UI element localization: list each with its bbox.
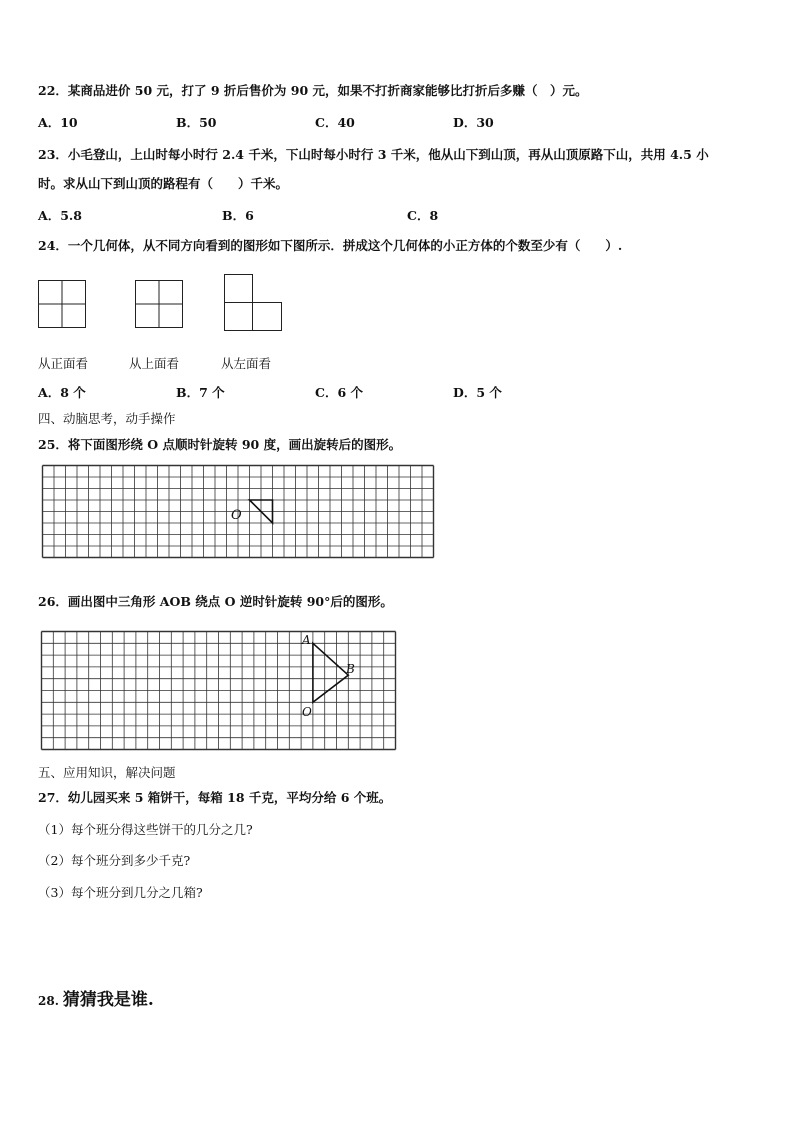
q22-option-a[interactable]: A．10	[38, 115, 78, 130]
q27-sub-2: （2）每个班分到多少千克?	[38, 853, 191, 868]
q23-option-c[interactable]: C．8	[407, 208, 439, 223]
left-view-figure	[224, 274, 286, 336]
q25-grid	[42, 465, 436, 583]
q23-text-line2: 时。求从山下到山顶的路程有（ ）千米。	[38, 176, 289, 191]
front-view-figure	[38, 280, 88, 330]
q27-sub-3: （3）每个班分到几分之几箱?	[38, 885, 203, 900]
q27-text: 27．幼儿园买来 5 箱饼干，每箱 18 千克，平均分给 6 个班。	[38, 790, 392, 805]
q26-grid	[41, 631, 405, 751]
q24-option-c[interactable]: C．6 个	[315, 385, 363, 400]
q26-triangle-aob	[313, 643, 348, 702]
q26-point-a-label: A	[302, 633, 311, 647]
q24-option-b[interactable]: B．7 个	[176, 385, 225, 400]
q26-text: 26．画出图中三角形 AOB 绕点 O 逆时针旋转 90°后的图形。	[38, 594, 393, 609]
q25-point-o-label: O	[231, 508, 242, 523]
q28-heading	[38, 985, 154, 1010]
q27-sub-1: （1）每个班分得这些饼干的几分之几?	[38, 822, 253, 837]
view-caption-top: 从上面看	[129, 356, 180, 371]
q22-text: 22．某商品进价 50 元，打了 9 折后售价为 90 元，如果不打折商家能够比打折后多赚（ ）元。	[38, 83, 588, 98]
q22-option-b[interactable]: B．50	[176, 115, 217, 130]
section-4-heading: 四、动脑思考，动手操作	[38, 411, 176, 426]
q23-option-a[interactable]: A．5.8	[38, 208, 82, 223]
q22-option-d[interactable]: D．30	[453, 115, 494, 130]
top-view-figure	[135, 280, 185, 330]
q23-option-b[interactable]: B．6	[222, 208, 254, 223]
section-5-heading: 五、应用知识，解决问题	[38, 765, 176, 780]
q24-text: 24．一个几何体，从不同方向看到的图形如下图所示．拼成这个几何体的小正方体的个数至少有（ ）.	[38, 238, 623, 253]
q26-point-o-label: O	[302, 705, 312, 719]
q25-text: 25．将下面图形绕 O 点顺时针旋转 90 度，画出旋转后的图形。	[38, 437, 402, 452]
q28-text: 猜猜我是谁.	[62, 990, 154, 1010]
q24-option-d[interactable]: D．5 个	[453, 385, 502, 400]
view-caption-left: 从左面看	[221, 356, 272, 371]
q23-text-line1: 23．小毛登山，上山时每小时行 2.4 千米，下山时每小时行 3 千米，他从山下到山顶，再从山顶原路下山，共用 4.5 小	[38, 147, 709, 162]
q28-number: 28.	[38, 994, 59, 1008]
q26-point-b-label: B	[346, 662, 355, 676]
q22-option-c[interactable]: C．40	[315, 115, 355, 130]
view-caption-front: 从正面看	[38, 356, 89, 371]
q24-option-a[interactable]: A．8 个	[38, 385, 86, 400]
